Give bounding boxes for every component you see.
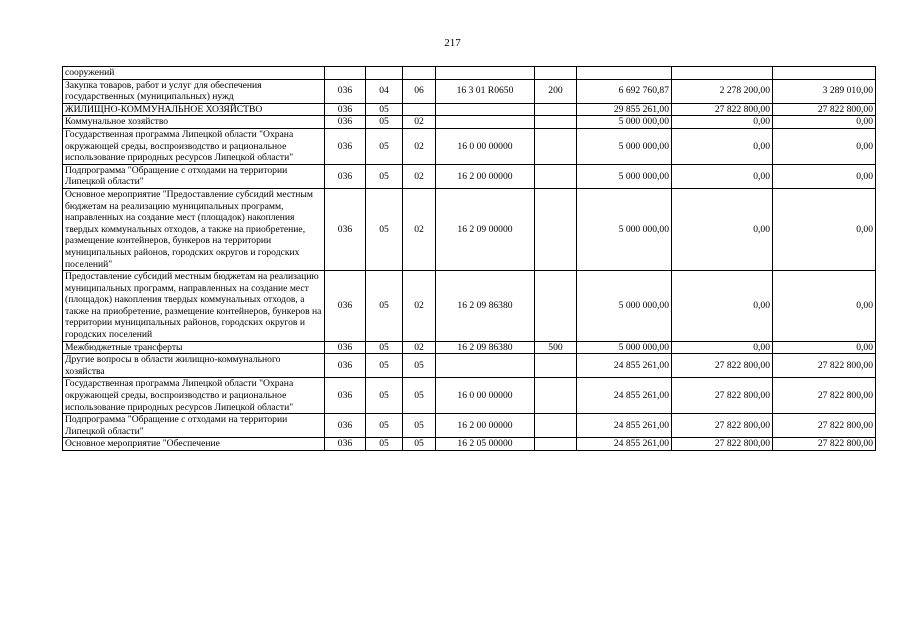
- row-expense-type: 500: [535, 341, 577, 354]
- row-name: Межбюджетные трансферты: [63, 341, 325, 354]
- table-row: [63, 164, 876, 188]
- row-target-code: 16 2 09 86380: [436, 341, 535, 354]
- row-target-code: 16 2 05 00000: [436, 438, 535, 451]
- row-sum-year3: 27 822 800,00: [773, 103, 876, 116]
- row-expense-type: [535, 414, 577, 438]
- row-section-code: 05: [366, 103, 403, 116]
- row-subsection-code: 02: [403, 271, 436, 342]
- row-sum-year2: 0,00: [672, 188, 773, 270]
- row-sum-year3: 0,00: [773, 271, 876, 342]
- table-row: [63, 378, 876, 414]
- row-sum-year3: [773, 67, 876, 80]
- row-subsection-code: 02: [403, 164, 436, 188]
- row-sum-year1: [577, 67, 672, 80]
- row-target-code: 16 2 00 00000: [436, 414, 535, 438]
- table-row: [63, 67, 876, 80]
- row-section-code: 05: [366, 271, 403, 342]
- row-ministry-code: 036: [325, 79, 366, 103]
- row-sum-year3: 27 822 800,00: [773, 378, 876, 414]
- row-sum-year2: 27 822 800,00: [672, 378, 773, 414]
- row-sum-year2: 27 822 800,00: [672, 414, 773, 438]
- row-sum-year3: 27 822 800,00: [773, 414, 876, 438]
- row-ministry-code: 036: [325, 164, 366, 188]
- row-sum-year2: 0,00: [672, 128, 773, 164]
- page-number: 217: [444, 37, 461, 49]
- row-name: Подпрограмма "Обращение с отходами на территории Липецкой области": [63, 164, 325, 188]
- row-sum-year1: 6 692 760,87: [577, 79, 672, 103]
- row-subsection-code: 02: [403, 188, 436, 270]
- row-target-code: [436, 116, 535, 129]
- row-target-code: [436, 67, 535, 80]
- row-ministry-code: 036: [325, 128, 366, 164]
- row-name: Государственная программа Липецкой области "Охрана окружающей среды, воспроизводство и рациональное использование природных ресурсов Липецкой области": [63, 128, 325, 164]
- row-ministry-code: 036: [325, 188, 366, 270]
- row-ministry-code: 036: [325, 414, 366, 438]
- row-expense-type: [535, 378, 577, 414]
- row-ministry-code: 036: [325, 438, 366, 451]
- row-section-code: 05: [366, 341, 403, 354]
- row-sum-year1: 24 855 261,00: [577, 414, 672, 438]
- row-target-code: [436, 103, 535, 116]
- row-sum-year3: 0,00: [773, 128, 876, 164]
- row-sum-year3: 27 822 800,00: [773, 354, 876, 378]
- row-sum-year1: 5 000 000,00: [577, 116, 672, 129]
- row-section-code: 05: [366, 164, 403, 188]
- row-subsection-code: [403, 67, 436, 80]
- table-row: [63, 79, 876, 103]
- row-expense-type: [535, 438, 577, 451]
- row-section-code: 05: [366, 128, 403, 164]
- row-name: Коммунальное хозяйство: [63, 116, 325, 129]
- row-target-code: 16 0 00 00000: [436, 378, 535, 414]
- row-sum-year1: 5 000 000,00: [577, 188, 672, 270]
- row-sum-year2: 0,00: [672, 341, 773, 354]
- row-section-code: 04: [366, 79, 403, 103]
- row-sum-year2: 27 822 800,00: [672, 103, 773, 116]
- row-sum-year3: 27 822 800,00: [773, 438, 876, 451]
- row-name: Закупка товаров, работ и услуг для обеспечения государственных (муниципальных) нужд: [63, 79, 325, 103]
- row-expense-type: [535, 103, 577, 116]
- row-sum-year2: [672, 67, 773, 80]
- row-subsection-code: [403, 103, 436, 116]
- row-expense-type: [535, 128, 577, 164]
- table-row: [63, 116, 876, 129]
- row-name: Другие вопросы в области жилищно-коммунального хозяйства: [63, 354, 325, 378]
- row-name: Основное мероприятие "Обеспечение: [63, 438, 325, 451]
- row-sum-year2: 0,00: [672, 271, 773, 342]
- row-sum-year3: 0,00: [773, 116, 876, 129]
- row-target-code: 16 2 09 86380: [436, 271, 535, 342]
- row-ministry-code: 036: [325, 341, 366, 354]
- row-ministry-code: 036: [325, 354, 366, 378]
- row-subsection-code: 02: [403, 116, 436, 129]
- row-sum-year3: 3 289 010,00: [773, 79, 876, 103]
- row-sum-year3: 0,00: [773, 341, 876, 354]
- table-row: [63, 354, 876, 378]
- row-sum-year1: 24 855 261,00: [577, 378, 672, 414]
- row-sum-year1: 5 000 000,00: [577, 164, 672, 188]
- row-expense-type: [535, 116, 577, 129]
- row-subsection-code: 05: [403, 354, 436, 378]
- row-expense-type: [535, 164, 577, 188]
- row-name: Государственная программа Липецкой области "Охрана окружающей среды, воспроизводство и рациональное использование природных ресурсов Липецкой области": [63, 378, 325, 414]
- row-expense-type: [535, 188, 577, 270]
- row-sum-year1: 5 000 000,00: [577, 341, 672, 354]
- table-row: [63, 188, 876, 270]
- row-sum-year2: 27 822 800,00: [672, 354, 773, 378]
- row-sum-year1: 5 000 000,00: [577, 128, 672, 164]
- row-ministry-code: [325, 67, 366, 80]
- row-sum-year2: 2 278 200,00: [672, 79, 773, 103]
- row-ministry-code: 036: [325, 378, 366, 414]
- row-ministry-code: 036: [325, 116, 366, 129]
- row-name: ЖИЛИЩНО-КОММУНАЛЬНОЕ ХОЗЯЙСТВО: [63, 103, 325, 116]
- row-section-code: 05: [366, 438, 403, 451]
- row-expense-type: [535, 354, 577, 378]
- row-sum-year2: 0,00: [672, 116, 773, 129]
- row-sum-year1: 24 855 261,00: [577, 438, 672, 451]
- row-section-code: 05: [366, 188, 403, 270]
- row-target-code: 16 2 09 00000: [436, 188, 535, 270]
- table-row: [63, 128, 876, 164]
- row-sum-year3: 0,00: [773, 164, 876, 188]
- table-row: [63, 271, 876, 342]
- row-name: Подпрограмма "Обращение с отходами на территории Липецкой области": [63, 414, 325, 438]
- row-subsection-code: 05: [403, 378, 436, 414]
- row-section-code: 05: [366, 116, 403, 129]
- row-expense-type: 200: [535, 79, 577, 103]
- row-section-code: 05: [366, 414, 403, 438]
- row-section-code: [366, 67, 403, 80]
- row-ministry-code: 036: [325, 103, 366, 116]
- row-target-code: 16 2 00 00000: [436, 164, 535, 188]
- row-expense-type: [535, 67, 577, 80]
- row-subsection-code: 02: [403, 128, 436, 164]
- row-sum-year3: 0,00: [773, 188, 876, 270]
- table-row: [63, 103, 876, 116]
- row-subsection-code: 05: [403, 414, 436, 438]
- row-subsection-code: 05: [403, 438, 436, 451]
- row-name: Предоставление субсидий местным бюджетам на реализацию муниципальных программ, направленных на создание мест (площадок) накопления твердых коммунальных отходов, а также на приобретение, размещение контейнеров, бункеров на территории муниципальных районов, городских округов и городских поселений: [63, 271, 325, 342]
- row-subsection-code: 02: [403, 341, 436, 354]
- row-expense-type: [535, 271, 577, 342]
- row-sum-year1: 29 855 261,00: [577, 103, 672, 116]
- table-row: [63, 438, 876, 451]
- row-ministry-code: 036: [325, 271, 366, 342]
- row-sum-year2: 27 822 800,00: [672, 438, 773, 451]
- row-sum-year2: 0,00: [672, 164, 773, 188]
- row-target-code: 16 0 00 00000: [436, 128, 535, 164]
- budget-table: [62, 66, 876, 451]
- row-section-code: 05: [366, 378, 403, 414]
- budget-table-body: [63, 67, 876, 451]
- table-row: [63, 414, 876, 438]
- row-sum-year1: 5 000 000,00: [577, 271, 672, 342]
- row-subsection-code: 06: [403, 79, 436, 103]
- table-row: [63, 341, 876, 354]
- row-name: Основное мероприятие "Предоставление субсидий местным бюджетам на реализацию муниципальных программ, направленных на создание мест (площадок) накопления твердых коммунальных отходов, а также на приобретение, размещение контейнеров, бункеров на территории муниципальных районов, городских округов и городских поселений": [63, 188, 325, 270]
- row-sum-year1: 24 855 261,00: [577, 354, 672, 378]
- row-section-code: 05: [366, 354, 403, 378]
- row-name: сооружений: [63, 67, 325, 80]
- row-target-code: [436, 354, 535, 378]
- row-target-code: 16 3 01 R0650: [436, 79, 535, 103]
